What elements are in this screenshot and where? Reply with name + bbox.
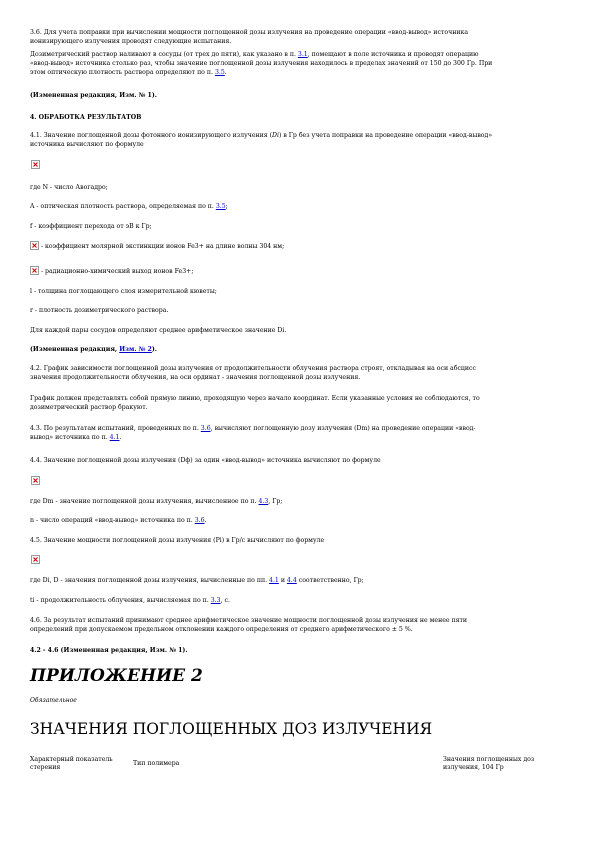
- definition-epsilon: - коэффициент молярной экстинкции ионов Fe3+ на длине волны 304 нм;: [30, 241, 570, 251]
- link-3-5[interactable]: 3.5: [214, 69, 225, 76]
- appendix-title: ПРИЛОЖЕНИЕ 2: [30, 666, 203, 686]
- link-3-1[interactable]: 3.1: [297, 51, 308, 58]
- paragraph-4-1: 4.1. Значение поглощенной дозы фотонного ионизирующего излучения (Di) в Гр без учета поправки на проведение операции «ввод-вывод» источника вычисляют по формуле: [30, 132, 493, 148]
- broken-image-icon: [30, 241, 39, 250]
- paragraph-4-3: 4.3. По результатам испытаний, проведенных по п. 3.6, вычисляют поглощенную дозу излучения (Dm) на проведение операции «ввод- вывод» источника по п. 4.1.: [30, 425, 476, 441]
- link-3-6[interactable]: 3.6: [194, 517, 205, 524]
- broken-image-icon: [32, 477, 39, 484]
- amendment-note-2: (Измененная редакция, Изм. № 2).: [30, 346, 157, 353]
- table-header-polymer-type: Тип полимера: [133, 760, 180, 767]
- section-heading-4: 4. ОБРАБОТКА РЕЗУЛЬТАТОВ: [30, 114, 142, 121]
- formula-image-placeholder: [31, 555, 40, 564]
- link-3-3[interactable]: 3.3: [210, 597, 221, 604]
- definition-l: l - толщина поглощающего слоя измерительной кюветы;: [30, 288, 217, 295]
- paragraph-4-2-graph: График должен представлять собой прямую линию, проходящую через начало координат. Если указанные условия не соблюдаются, то дозиметрический раствор бракуют.: [30, 395, 480, 411]
- broken-image-icon: [32, 161, 39, 168]
- definition-n: где N - число Авогадро;: [30, 184, 108, 191]
- definition-r: r - плотность дозиметрического раствора.: [30, 307, 169, 314]
- table-title: ЗНАЧЕНИЯ ПОГЛОЩЕННЫХ ДОЗ ИЗЛУЧЕНИЯ: [30, 720, 433, 738]
- table-header-dose-values: Значения поглощенных доз излучения, 104 Гр: [443, 756, 535, 771]
- broken-image-icon: [30, 266, 39, 275]
- link-3-6[interactable]: 3.6: [200, 425, 211, 432]
- paragraph-mean: Для каждой пары сосудов определяют среднее арифметическое значение Di.: [30, 327, 287, 334]
- link-amendment-2[interactable]: Изм. № 2: [119, 346, 152, 353]
- paragraph-4-5: 4.5. Значение мощности поглощенной дозы излучения (Pi) в Гр/с вычисляют по формуле: [30, 537, 325, 544]
- paragraph-3-6: 3.6. Для учета поправки при вычислении мощности поглощенной дозы излучения на проведение операции «ввод-вывод» источника ионизирующего излучения проводят следующие испытания.: [30, 29, 469, 45]
- link-4-4[interactable]: 4.4: [286, 577, 297, 584]
- definition-n-operations: n - число операций «ввод-вывод» источника по п. 3.6.: [30, 517, 207, 524]
- paragraph-4-6: 4.6. За результат испытаний принимают среднее арифметическое значение мощности поглощенной дозы излучения не менее пяти определений при допускаемом предельном отклонении каждого определения от среднего арифметического ± 5 %.: [30, 617, 468, 633]
- link-4-3[interactable]: 4.3: [258, 498, 269, 505]
- formula-image-placeholder: [31, 476, 40, 485]
- amendment-note-1: (Измененная редакция, Изм. № 1).: [30, 92, 157, 99]
- appendix-status: Обязательное: [30, 697, 77, 704]
- formula-image-placeholder: [31, 160, 40, 169]
- definition-dm: где Dm - значение поглощенной дозы излучения, вычисленное по п. 4.3, Гр;: [30, 498, 283, 505]
- link-4-1[interactable]: 4.1: [269, 577, 279, 584]
- broken-image-icon: [32, 556, 39, 563]
- definition-a: A - оптическая плотность раствора, определяемая по п. 3.5;: [30, 203, 228, 210]
- definition-f: f - коэффициент перехода от эВ к Гр;: [30, 223, 152, 230]
- definition-g: - радиационно-химический выход ионов Fe3+;: [30, 266, 570, 276]
- link-4-1[interactable]: 4.1: [109, 434, 120, 441]
- definition-di-d: где Di, D - значения поглощенной дозы излучения, вычисленные по пп. 4.1 и 4.4 соответственно, Гр;: [30, 577, 364, 584]
- amendment-note-3: 4.2 - 4.6 (Измененная редакция, Изм. № 1).: [30, 647, 188, 654]
- paragraph-4-2: 4.2. График зависимости поглощенной дозы излучения от продолжительности облучения раствора строят, откладывая на оси абсцисс значения продолжительности облучения, на оси ординат - значения поглощенной дозы излучения.: [30, 365, 476, 381]
- paragraph-4-4: 4.4. Значение поглощенной дозы излучения (Dф) за один «ввод-вывод» источника вычисляют по формуле: [30, 457, 381, 464]
- definition-ti: ti - продолжительность облучения, вычисляемая по п. 3.3, с.: [30, 597, 230, 604]
- table-header-indicator: Характерный показатель стерения: [30, 756, 113, 771]
- link-3-5[interactable]: 3.5: [215, 203, 226, 210]
- paragraph-3-6-procedure: Дозиметрический раствор наливают в сосуды (от трех до пяти), как указано в п. 3.1, помещают в поле источника и проводят операцию «ввод-вывод» источника столько раз, чтобы значение поглощенной дозы излучения находилось в пределах значений от 150 до 300 Гр. При этом оптическую плотность раствора определяют по п. 3.5.: [30, 51, 493, 76]
